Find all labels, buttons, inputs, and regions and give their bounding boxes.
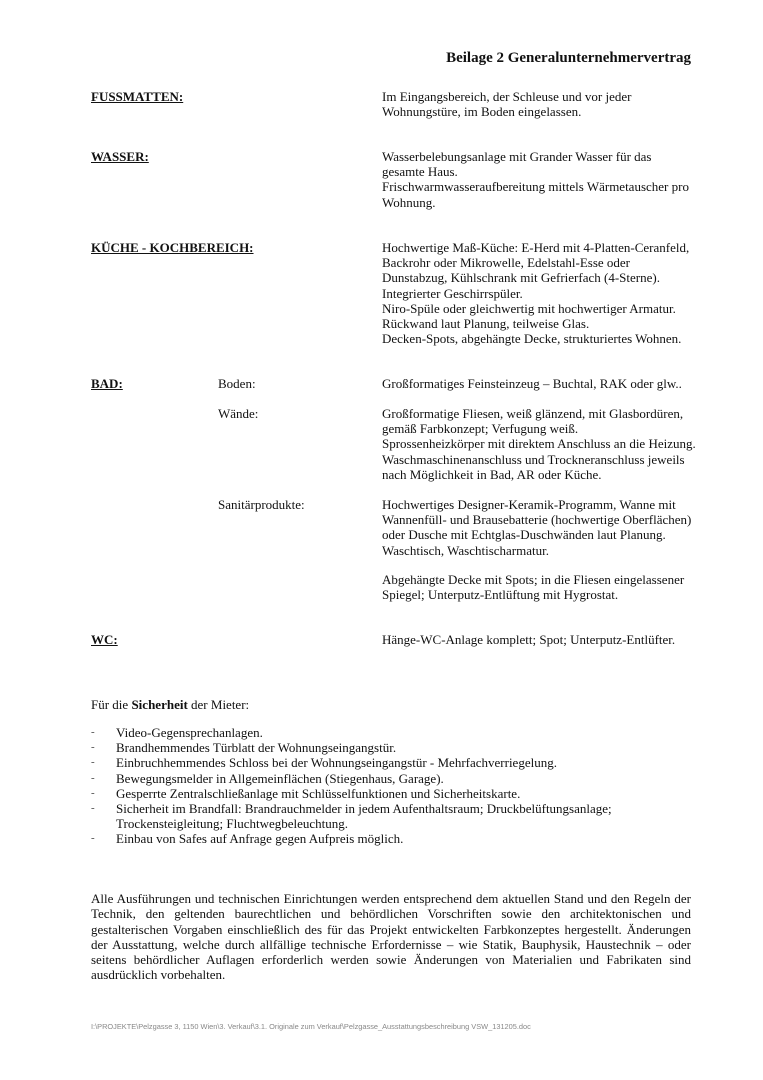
text-line: Sprossenheizkörper mit direktem Anschluss an die Heizung. bbox=[382, 436, 696, 452]
list-item bbox=[91, 801, 691, 831]
text-line: gesamte Haus. bbox=[382, 164, 458, 180]
bad-boden-label: Boden: bbox=[218, 376, 256, 391]
bullet-dash: - bbox=[91, 726, 95, 738]
security-list bbox=[91, 725, 691, 847]
text-line: Backrohr oder Mikrowelle, Edelstahl-Esse oder bbox=[382, 255, 631, 271]
text-line: Im Eingangsbereich, der Schleuse und vor jeder bbox=[382, 89, 632, 104]
list-item-text: Bewegungsmelder in Allgemeinflächen (Stiegenhaus, Garage). bbox=[116, 770, 444, 786]
list-item-text: Einbau von Safes auf Anfrage gegen Aufpreis möglich. bbox=[116, 831, 404, 847]
list-item bbox=[91, 786, 691, 801]
intro-bold-sicherheit: Sicherheit bbox=[131, 697, 188, 712]
text-line: gemäß Farbkonzept; Verfugung weiß. bbox=[382, 421, 579, 437]
bad-decke-description bbox=[382, 572, 712, 602]
text-line: Spiegel; Unterputz-Entlüftung mit Hygrostat. bbox=[382, 587, 619, 603]
text-line: Waschtisch, Waschtischarmatur. bbox=[382, 542, 549, 558]
text-line: nach Möglichkeit in Bad, AR oder Küche. bbox=[382, 466, 602, 482]
section-heading-fussmatten: FUSSMATTEN: bbox=[91, 89, 184, 104]
kueche-description bbox=[382, 240, 712, 346]
bad-sanitaer-description bbox=[382, 497, 712, 558]
bullet-dash: - bbox=[91, 756, 95, 769]
document-title: Beilage 2 Generalunternehmervertrag bbox=[446, 50, 691, 66]
fussmatten-description bbox=[382, 89, 712, 119]
intro-prefix: Für die bbox=[91, 697, 132, 712]
section-heading-bad: BAD: bbox=[91, 376, 123, 391]
list-item bbox=[91, 740, 691, 755]
text-line: Integrierter Geschirrspüler. bbox=[382, 285, 523, 301]
text-line: Wohnung. bbox=[382, 194, 436, 210]
text-line: Hochwertiges Designer-Keramik-Programm, Wanne mit bbox=[382, 497, 676, 512]
bad-sanitaer-label: Sanitärprodukte: bbox=[218, 497, 305, 512]
list-item bbox=[91, 831, 691, 846]
text-line: Wannenfüll- und Brausebatterie (hochwertige Oberflächen) bbox=[382, 512, 692, 528]
security-intro bbox=[91, 697, 249, 713]
bullet-dash: - bbox=[91, 786, 95, 799]
text-line: Frischwarmwasseraufbereitung mittels Wärmetauscher pro bbox=[382, 179, 689, 195]
list-item-text: Gesperrte Zentralschließanlage mit Schlüsselfunktionen und Sicherheitskarte. bbox=[116, 785, 521, 801]
bad-boden-description bbox=[382, 376, 712, 391]
bad-waende-description bbox=[382, 406, 712, 482]
text-line: Großformatige Fliesen, weiß glänzend, mit Glasbordüren, bbox=[382, 406, 684, 421]
list-item-text-continued: Trockensteigleitung; Fluchtwegbeleuchtung. bbox=[116, 816, 349, 832]
intro-suffix: der Mieter: bbox=[187, 697, 250, 712]
text-line: oder Dusche mit Echtglas-Duschwänden laut Planung. bbox=[382, 527, 666, 543]
text-line: Waschmaschinenanschluss und Trockneranschluss jeweils bbox=[382, 451, 685, 467]
bullet-dash: - bbox=[91, 802, 95, 815]
list-item-text: Video-Gegensprechanlagen. bbox=[116, 725, 263, 740]
list-item-text: Sicherheit im Brandfall: Brandrauchmelder in jedem Aufenthaltsraum; Druckbelüftungsanlage; bbox=[116, 801, 612, 817]
bullet-dash: - bbox=[91, 832, 95, 845]
text-line: Wasserbelebungsanlage mit Grander Wasser für das bbox=[382, 149, 652, 164]
bad-waende-label: Wände: bbox=[218, 406, 259, 421]
list-item-text: Brandhemmendes Türblatt der Wohnungseingangstür. bbox=[116, 740, 397, 756]
text-line: Hochwertige Maß-Küche: E-Herd mit 4-Platten-Ceranfeld, bbox=[382, 240, 690, 255]
text-line: Dunstabzug, Kühlschrank mit Gefrierfach (4-Sterne). bbox=[382, 270, 660, 286]
wc-description bbox=[382, 632, 712, 647]
text-line: Wohnungstüre, im Boden eingelassen. bbox=[382, 104, 582, 120]
text-line: Hänge-WC-Anlage komplett; Spot; Unterputz-Entlüfter. bbox=[382, 632, 676, 647]
text-line: Rückwand laut Planung, teilweise Glas. bbox=[382, 316, 590, 332]
list-item bbox=[91, 725, 691, 740]
section-heading-kueche: KÜCHE - KOCHBEREICH: bbox=[91, 240, 254, 255]
list-item bbox=[91, 771, 691, 786]
text-line: Abgehängte Decke mit Spots; in die Fliesen eingelassener bbox=[382, 572, 685, 587]
bullet-dash: - bbox=[91, 741, 95, 754]
text-line: Decken-Spots, abgehängte Decke, strukturiertes Wohnen. bbox=[382, 331, 682, 347]
text-line: Niro-Spüle oder gleichwertig mit hochwertiger Armatur. bbox=[382, 300, 676, 316]
section-heading-wasser: WASSER: bbox=[91, 149, 149, 164]
list-item bbox=[91, 755, 691, 770]
wasser-description bbox=[382, 149, 712, 210]
section-heading-wc: WC: bbox=[91, 632, 118, 647]
list-item-text: Einbruchhemmendes Schloss bei der Wohnungseingangstür - Mehrfachverriegelung. bbox=[116, 755, 557, 771]
footer-file-path: I:\PROJEKTE\Pelzgasse 3, 1150 Wien\3. Verkauf\3.1. Originale zum Verkauf\Pelzgasse_Ausstattungsbeschreibung VSW_131205.doc bbox=[91, 1022, 531, 1031]
bullet-dash: - bbox=[91, 771, 95, 784]
final-paragraph: Alle Ausführungen und technischen Einrichtungen werden entsprechend dem aktuellen Stand und den Regeln der Technik, den geltenden baurechtlichen und behördlichen Vorschriften sowie den architektonischen und gestalterischen Vorgaben einschließlich des für das Projekt entwickelten Farbkonzeptes hergestellt. Änderungen der Ausstattung, welche durch allfällige technische Erfordernisse – wie Statik, Bauphysik, Haustechnik – oder seitens behördlicher Auflagen erforderlich werden sowie Änderungen von Materialien und Fabrikaten sind ausdrücklich vorbehalten. bbox=[91, 891, 691, 983]
text-line: Großformatiges Feinsteinzeug – Buchtal, RAK oder glw.. bbox=[382, 376, 682, 391]
